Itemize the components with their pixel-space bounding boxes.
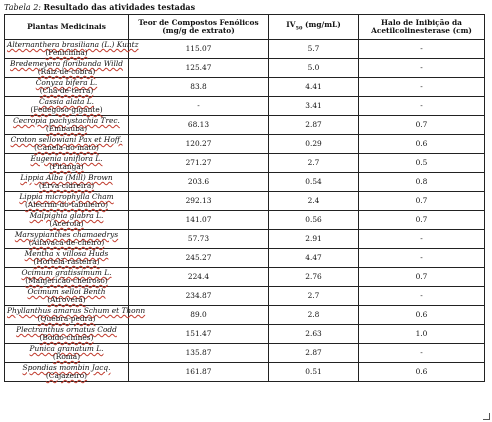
table-row: [5, 363, 485, 382]
plant-scientific-name: Mentha x villosa Huds: [24, 249, 109, 258]
inhibition-halo-cell: 0.7: [359, 211, 485, 230]
inhibition-halo-cell: 1.0: [359, 325, 485, 344]
phenolic-content-cell: 151.47: [129, 325, 269, 344]
inhibition-halo-cell: 0.8: [359, 173, 485, 192]
table-row: [5, 154, 485, 173]
table-row: [5, 78, 485, 97]
phenolic-content-cell: 89.0: [129, 306, 269, 325]
plant-popular-name: (Hortelã-rasteira): [33, 257, 100, 266]
phenolic-content-cell: 68.13: [129, 116, 269, 135]
plant-scientific-name: Marsypianthes chamaedrys: [14, 230, 119, 239]
caption-title: Resultado das atividades testadas: [43, 2, 196, 12]
plant-cell: [5, 192, 129, 211]
plant-popular-name: (Raiz-de-cobra): [37, 67, 96, 76]
plant-popular-name: (Pitanga): [49, 162, 84, 171]
plant-cell: [5, 59, 129, 78]
plant-popular-name: (Acerola): [49, 219, 84, 228]
plant-cell: [5, 344, 129, 363]
iv50-cell: 4.47: [269, 249, 359, 268]
inhibition-halo-cell: 0.6: [359, 306, 485, 325]
plant-popular-name: (Manjericão-cheiroso): [25, 276, 108, 285]
phenolic-content-cell: 120.27: [129, 135, 269, 154]
phenolic-content-cell: 135.87: [129, 344, 269, 363]
plant-popular-name: (Embaúba): [45, 124, 88, 133]
iv50-cell: 2.7: [269, 287, 359, 306]
plant-cell: [5, 287, 129, 306]
iv50-cell: 3.41: [269, 97, 359, 116]
plant-popular-name: (Alecrim-do-tabuleiro): [24, 200, 108, 209]
phenolic-content-cell: 245.27: [129, 249, 269, 268]
plant-cell: [5, 363, 129, 382]
iv50-cell: 4.41: [269, 78, 359, 97]
table-row: [5, 192, 485, 211]
inhibition-halo-cell: -: [359, 97, 485, 116]
plant-scientific-name: Conyza bifera L.: [35, 78, 98, 87]
inhibition-halo-cell: -: [359, 59, 485, 78]
plant-cell: [5, 249, 129, 268]
plant-popular-name: (Quebra-pedra): [37, 314, 96, 323]
plant-scientific-name: Cassia alata L.: [39, 97, 94, 106]
phenolic-content-cell: 292.13: [129, 192, 269, 211]
table-row: [5, 135, 485, 154]
plant-popular-name: (Romã): [52, 352, 81, 361]
plant-popular-name: (Fedegoso-gigante): [30, 105, 103, 114]
iv50-cell: 2.76: [269, 268, 359, 287]
plant-cell: [5, 154, 129, 173]
plant-scientific-name: Croton sellowiani Pax et Hoff.: [10, 135, 123, 144]
plant-popular-name: (Chá-de-terra): [39, 86, 94, 95]
plant-scientific-name: Plectranthus ornatus Codd: [16, 325, 117, 334]
table-body: [5, 40, 485, 382]
plant-cell: [5, 40, 139, 59]
phenolic-content-cell: 141.07: [129, 211, 269, 230]
plant-scientific-name: Bredemeyera floribunda Willd: [10, 59, 123, 68]
iv50-cell: 0.51: [269, 363, 359, 382]
phenolic-content-cell: 83.8: [129, 78, 269, 97]
plant-cell: [5, 306, 146, 325]
inhibition-halo-cell: 0.7: [359, 192, 485, 211]
iv50-cell: 0.29: [269, 135, 359, 154]
header-fenolicos: Teor de Compostos Fenólicos (mg/g de extrato): [129, 15, 269, 40]
plant-scientific-name: Lippia Alba (Mill) Brown: [20, 173, 113, 182]
table-row: [5, 268, 485, 287]
caption-label: Tabela 2:: [4, 3, 41, 12]
plant-popular-name: (Atroverã): [47, 295, 86, 304]
plant-scientific-name: Ocimum gratissimum L.: [21, 268, 112, 277]
plant-scientific-name: Eugenia uniflora L.: [30, 154, 103, 163]
table-header: [5, 15, 485, 40]
table-row: [5, 97, 485, 116]
plant-popular-name: (Cajazeiro): [45, 371, 88, 380]
table-row: [5, 173, 485, 192]
table-row: [5, 116, 485, 135]
inhibition-halo-cell: -: [359, 287, 485, 306]
header-iv50: [269, 15, 359, 40]
header-iv-unit: (mg/mL): [305, 20, 341, 30]
plant-scientific-name: Malpighia glabra L.: [29, 211, 104, 220]
page-corner-mark: [483, 413, 490, 420]
header-iv-label: IV: [286, 20, 296, 30]
iv50-cell: 2.4: [269, 192, 359, 211]
phenolic-content-cell: 57.73: [129, 230, 269, 249]
table-row: [5, 59, 485, 78]
plant-popular-name: (Penicilina): [45, 48, 88, 57]
table-row: [5, 344, 485, 363]
plant-scientific-name: Alternanthera brasiliana (L.) Kuntz: [7, 40, 139, 49]
iv50-cell: 0.56: [269, 211, 359, 230]
plant-scientific-name: Cecropia pachystachia Trec.: [13, 116, 120, 125]
plant-scientific-name: Phyllanthus amarus Schum et Thonn: [7, 306, 146, 315]
table-row: [5, 287, 485, 306]
phenolic-content-cell: 271.27: [129, 154, 269, 173]
table-row: [5, 325, 485, 344]
plant-scientific-name: Spondias mombin Jacq.: [22, 363, 111, 372]
phenolic-content-cell: 161.87: [129, 363, 269, 382]
inhibition-halo-cell: -: [359, 40, 485, 59]
header-plantas: Plantas Medicinais: [5, 15, 129, 40]
plant-popular-name: (Alfavaca-de-cheiro): [28, 238, 105, 247]
table-row: [5, 249, 485, 268]
inhibition-halo-cell: -: [359, 230, 485, 249]
inhibition-halo-cell: -: [359, 344, 485, 363]
plant-cell: [5, 97, 129, 116]
inhibition-halo-cell: 0.7: [359, 268, 485, 287]
iv50-cell: 2.7: [269, 154, 359, 173]
table-caption: [4, 2, 195, 13]
iv50-cell: 2.8: [269, 306, 359, 325]
iv50-cell: 2.91: [269, 230, 359, 249]
phenolic-content-cell: 125.47: [129, 59, 269, 78]
iv50-cell: 5.7: [269, 40, 359, 59]
plant-cell: [5, 268, 129, 287]
phenolic-content-cell: 115.07: [129, 40, 269, 59]
plant-cell: [5, 173, 129, 192]
phenolic-content-cell: 224.4: [129, 268, 269, 287]
plant-cell: [5, 211, 129, 230]
table-row: [5, 230, 485, 249]
plant-cell: [5, 78, 129, 97]
plant-scientific-name: Ocimum selloi Benth: [27, 287, 106, 296]
iv50-cell: 2.63: [269, 325, 359, 344]
plant-popular-name: (Boldo-chinês): [39, 333, 94, 342]
table-row: [5, 40, 485, 59]
phenolic-content-cell: 203.6: [129, 173, 269, 192]
plant-popular-name: (Erva-cidreira): [38, 181, 95, 190]
results-table: [4, 14, 485, 382]
inhibition-halo-cell: 0.7: [359, 116, 485, 135]
phenolic-content-cell: 234.87: [129, 287, 269, 306]
header-row: [5, 15, 485, 40]
phenolic-content-cell: -: [129, 97, 269, 116]
inhibition-halo-cell: 0.5: [359, 154, 485, 173]
plant-scientific-name: Lippia microphylla Cham: [19, 192, 114, 201]
inhibition-halo-cell: -: [359, 78, 485, 97]
plant-scientific-name: Punica granatum L.: [29, 344, 104, 353]
iv50-cell: 5.0: [269, 59, 359, 78]
header-halo: Halo de Inibição da Acetilcolinesterase (cm): [359, 15, 485, 40]
table-row: [5, 211, 485, 230]
plant-cell: [5, 135, 129, 154]
iv50-cell: 2.87: [269, 116, 359, 135]
plant-cell: [5, 116, 129, 135]
inhibition-halo-cell: 0.6: [359, 135, 485, 154]
plant-cell: [5, 230, 129, 249]
iv50-cell: 2.87: [269, 344, 359, 363]
inhibition-halo-cell: -: [359, 249, 485, 268]
plant-cell: [5, 325, 129, 344]
table-row: [5, 306, 485, 325]
plant-popular-name: (Canela-do-mato): [34, 143, 99, 152]
iv50-cell: 0.54: [269, 173, 359, 192]
inhibition-halo-cell: 0.6: [359, 363, 485, 382]
header-iv-subscript: 50: [295, 25, 303, 32]
